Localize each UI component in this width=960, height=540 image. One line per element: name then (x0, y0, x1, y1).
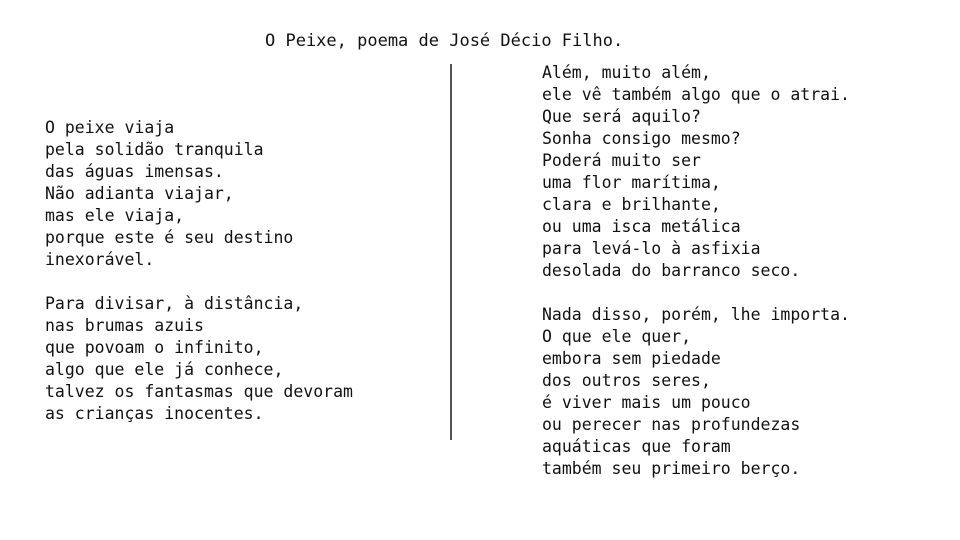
stanza (45, 117, 353, 271)
column-divider (450, 64, 452, 440)
poem-line: talvez os fantasmas que devoram (45, 382, 353, 401)
poem-title: O Peixe, poema de José Décio Filho. (265, 31, 624, 51)
poem-line: pela solidão tranquila (45, 140, 264, 159)
poem-line: porque este é seu destino (45, 228, 294, 247)
poem-line: que povoam o infinito, (45, 338, 264, 357)
poem-line: nas brumas azuis (45, 316, 204, 335)
poem-line: para levá-lo à asfixia (542, 239, 761, 258)
poem-line: dos outros seres, (542, 371, 711, 390)
right-column (542, 62, 850, 480)
stanza (45, 293, 353, 425)
poem-line: Não adianta viajar, (45, 184, 234, 203)
poem-line: algo que ele já conhece, (45, 360, 284, 379)
poem-line: aquáticas que foram (542, 437, 731, 456)
left-column (45, 117, 353, 425)
poem-line: mas ele viaja, (45, 206, 185, 225)
poem-line: embora sem piedade (542, 349, 721, 368)
poem-line: Sonha consigo mesmo? (542, 129, 741, 148)
poem-line: das águas imensas. (45, 162, 224, 181)
poem-line: uma flor marítima, (542, 173, 721, 192)
poem-line: ou uma isca metálica (542, 217, 741, 236)
poem-line: Nada disso, porém, lhe importa. (542, 305, 850, 324)
poem-line: ele vê também algo que o atrai. (542, 85, 850, 104)
poem-line: clara e brilhante, (542, 195, 721, 214)
stanza (542, 62, 850, 282)
poem-line: O que ele quer, (542, 327, 692, 346)
poem-line: Além, muito além, (542, 63, 711, 82)
poem-line: as crianças inocentes. (45, 404, 264, 423)
poem-line: O peixe viaja (45, 118, 175, 137)
poem-line: também seu primeiro berço. (542, 459, 801, 478)
poem-line: Que será aquilo? (542, 107, 701, 126)
stanza (542, 304, 850, 480)
poem-line: inexorável. (45, 250, 155, 269)
poem-line: Para divisar, à distância, (45, 294, 304, 313)
poem-line: é viver mais um pouco (542, 393, 751, 412)
poem-line: desolada do barranco seco. (542, 261, 801, 280)
poem-line: ou perecer nas profundezas (542, 415, 801, 434)
poem-line: Poderá muito ser (542, 151, 701, 170)
